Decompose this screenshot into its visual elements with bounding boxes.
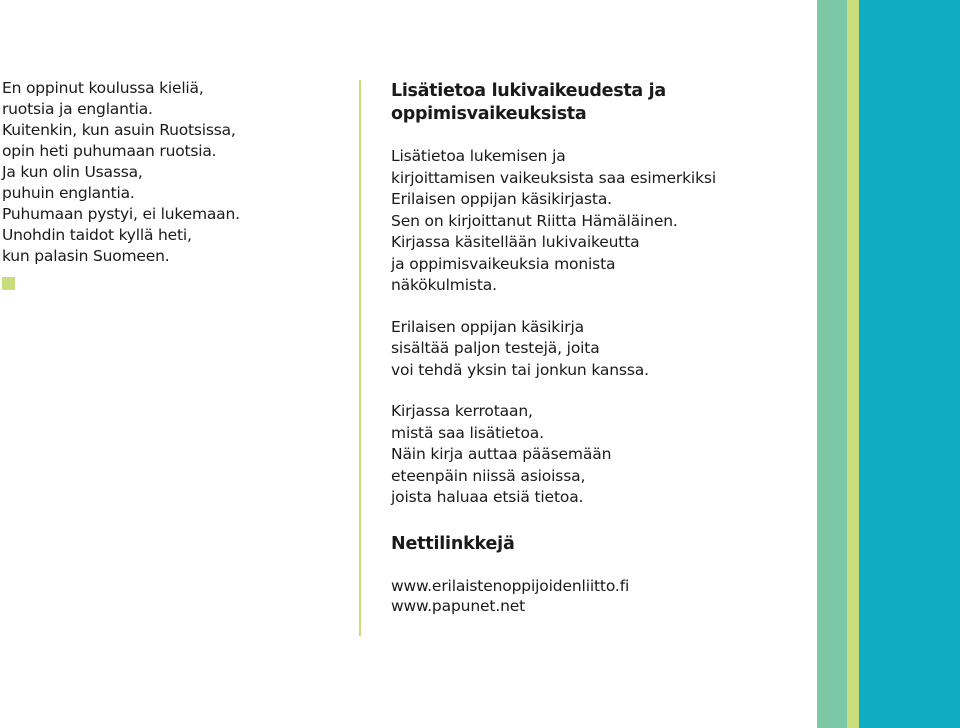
info-paragraph-2 [391, 317, 791, 382]
decor-stripe-mint [817, 0, 847, 728]
links-list [391, 576, 791, 617]
paragraph-line: Erilaisen oppijan käsikirja [391, 317, 584, 336]
story-line: Puhumaan pystyi, ei lukemaan. [2, 205, 240, 223]
story-line: ruotsia ja englantia. [2, 100, 153, 118]
story-line: puhuin englantia. [2, 184, 135, 202]
paragraph-line: voi tehdä yksin tai jonkun kanssa. [391, 360, 649, 379]
story-line: En oppinut koulussa kieliä, [2, 79, 204, 97]
paragraph-line: Näin kirja auttaa pääsemään [391, 445, 612, 463]
story-line: Ja kun olin Usassa, [2, 163, 143, 181]
paragraph-line: mistä saa lisätietoa. [391, 423, 544, 442]
paragraph-line: eteenpäin niissä asioissa, [391, 466, 586, 485]
paragraph-line: näkökulmista. [391, 276, 497, 294]
paragraph-line: Kirjassa kerrotaan, [391, 402, 533, 420]
links-heading: Nettilinkkejä [391, 533, 515, 554]
story-line: opin heti puhumaan ruotsia. [2, 142, 217, 160]
story-line: Kuitenkin, kun asuin Ruotsissa, [2, 121, 236, 139]
story-column [2, 78, 302, 267]
info-paragraph-1 [391, 146, 791, 297]
vertical-divider [359, 80, 361, 636]
info-column [391, 80, 791, 617]
info-heading-line: oppimisvaikeuksista [391, 104, 587, 124]
paragraph-line: Kirjassa käsitellään lukivaikeutta [391, 233, 640, 251]
paragraph-line: Sen on kirjoittanut Riitta Hämäläinen. [391, 211, 678, 230]
link-papunet[interactable]: www.papunet.net [391, 597, 526, 615]
paragraph-line: kirjoittamisen vaikeuksista saa esimerkiksi [391, 168, 716, 187]
story-line: Unohdin taidot kyllä heti, [2, 226, 192, 244]
paragraph-line: Erilaisen oppijan käsikirjasta. [391, 190, 612, 208]
info-paragraph-3 [391, 401, 791, 509]
paragraph-line: joista haluaa etsiä tietoa. [391, 488, 584, 506]
story-line: kun palasin Suomeen. [2, 247, 170, 265]
decor-stripe-lime [847, 0, 859, 728]
info-heading [391, 80, 791, 126]
end-marker-square [2, 277, 15, 290]
decor-stripe-teal [859, 0, 960, 728]
paragraph-line: sisältää paljon testejä, joita [391, 339, 600, 357]
link-erilaistenoppijoidenliitto[interactable]: www.erilaistenoppijoidenliitto.fi [391, 576, 630, 595]
paragraph-line: ja oppimisvaikeuksia monista [391, 254, 616, 273]
info-heading-line: Lisätietoa lukivaikeudesta ja [391, 81, 666, 101]
paragraph-line: Lisätietoa lukemisen ja [391, 147, 566, 165]
